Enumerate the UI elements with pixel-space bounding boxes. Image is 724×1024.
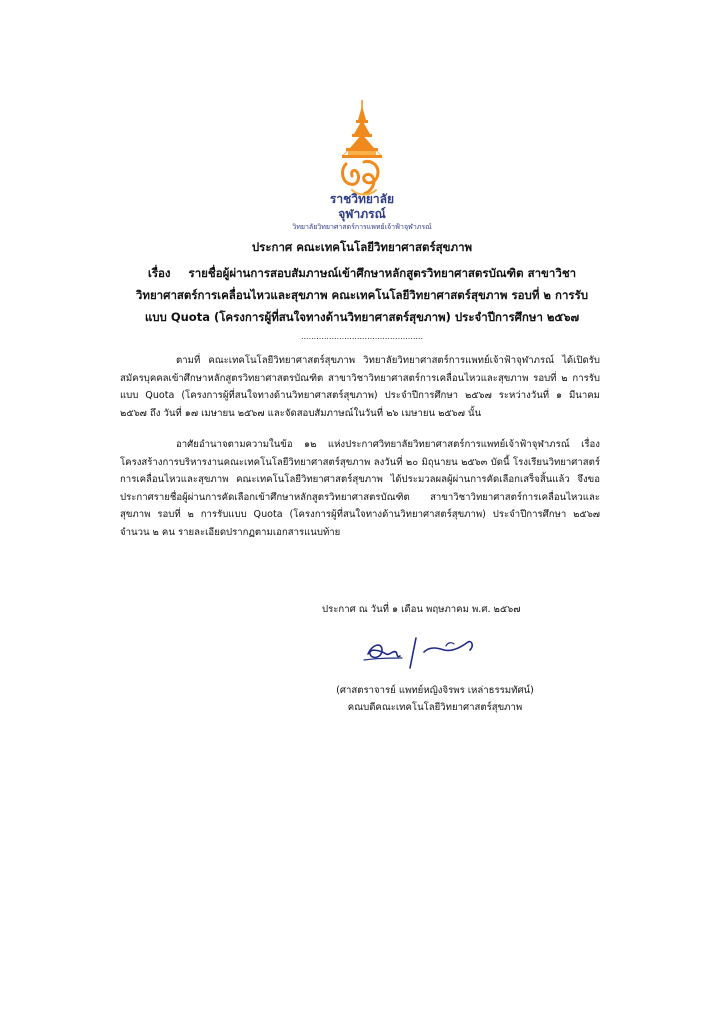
announcement-title: ประกาศ คณะเทคโนโลยีวิทยาศาสตร์สุขภาพ — [251, 240, 473, 254]
subject-line-1 — [120, 262, 604, 284]
body-paragraph-2 — [120, 436, 600, 541]
paragraph-2-text: อาศัยอำนาจตามความในข้อ ๑๒ แห่งประกาศวิทยาลัยวิทยาศาสตร์การแพทย์เจ้าฟ้าจุฬาภรณ์ เรื่อง โครงสร้างการบริหารงานคณะเทคโนโลยีวิทยาศาสตร์สุขภาพ ลงวันที่ ๒๐ มิถุนายน ๒๕๖๓ บัดนี้ โรงเรียนวิทยาศาสตร์การเคลื่อนไหวและสุขภาพ คณะเทคโนโลยีวิทยาศาสตร์สุขภาพ ได้ประมวลผลผู้ผ่านการคัดเลือกเสร็จสิ้นแล้ว จึงขอประกาศรายชื่อผู้ผ่านการคัดเลือกเข้าศึกษาหลักสูตรวิทยาศาสตรบัณฑิต สาขาวิชาวิทยาศาสตร์การเคลื่อนไหวและสุขภาพ รอบที่ ๒ การรับแบบ Quota (โครงการผู้ที่สนใจทางด้านวิทยาศาสตร์สุขภาพ) ประจำปีการศึกษา ๒๕๖๗ จำนวน ๒ คน รายละเอียดปรากฏตามเอกสารแนบท้าย — [120, 439, 600, 538]
institution-name-line2: จุฬาภรณ์ — [338, 207, 386, 221]
paragraph-1-text: ตามที่ คณะเทคโนโลยีวิทยาศาสตร์สุขภาพ วิทยาลัยวิทยาศาสตร์การแพทย์เจ้าฟ้าจุฬาภรณ์ ได้เปิดรับสมัครบุคคลเข้าศึกษาหลักสูตรวิทยาศาสตรบัณฑิต สาขาวิชาวิทยาศาสตร์การเคลื่อนไหวและสุขภาพ รอบที่ ๒ การรับแบบ Quota (โครงการผู้ที่สนใจทางด้านวิทยาศาสตร์สุขภาพ) ประจำปีการศึกษา ๒๕๖๗ ระหว่างวันที่ ๑ มีนาคม ๒๕๖๗ ถึง วันที่ ๑๗ เมษายน ๒๕๖๗ และจัดสอบสัมภาษณ์ในวันที่ ๒๖ เมษายน ๒๕๖๗ นั้น — [120, 355, 600, 419]
separator-dots: ................................................ — [300, 332, 424, 341]
signer-name: (ศาสตราจารย์ แพทย์หญิงจิรพร เหล่าธรรมทัศน์) — [336, 685, 534, 696]
subject-text-1: รายชื่อผู้ผ่านการสอบสัมภาษณ์เข้าศึกษาหลักสูตรวิทยาศาสตรบัณฑิต สาขาวิชา — [188, 266, 577, 280]
signer-title: คณบดีคณะเทคโนโลยีวิทยาศาสตร์สุขภาพ — [347, 702, 523, 713]
subject-line-3: แบบ Quota (โครงการผู้ที่สนใจทางด้านวิทยาศาสตร์สุขภาพ) ประจำปีการศึกษา ๒๕๖๗ — [144, 310, 580, 324]
body-paragraph-1 — [120, 352, 600, 422]
subject-label: เรื่อง — [147, 266, 171, 280]
institution-subtitle: วิทยาลัยวิทยาศาสตร์การแพทย์เจ้าฟ้าจุฬาภรณ์ — [292, 223, 432, 231]
announcement-date: ประกาศ ณ วันที่ ๑ เดือน พฤษภาคม พ.ศ. ๒๕๖๗ — [322, 604, 521, 615]
institution-name-line1: ราชวิทยาลัย — [329, 192, 395, 206]
subject-line-2: วิทยาศาสตร์การเคลื่อนไหวและสุขภาพ คณะเทคโนโลยีวิทยาศาสตร์สุขภาพ รอบที่ ๒ การรับ — [135, 288, 589, 302]
announcement-subject — [120, 262, 604, 328]
signature-image — [358, 628, 488, 672]
